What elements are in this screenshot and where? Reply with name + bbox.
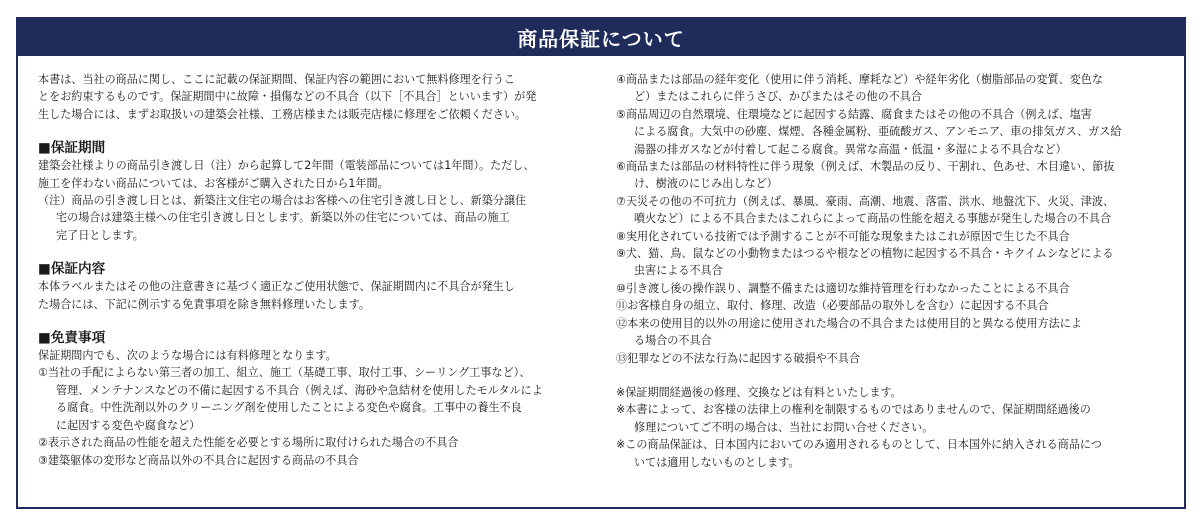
period-line: 施工を伴わない商品については、お客様がご購入された日から1年間。 <box>38 176 389 190</box>
exempt-item-cont: 管理、メンテナンスなどの不備に起因する不具合（例えば、海砂や急結材を使用したモルタルによ <box>56 383 543 397</box>
content-line: た場合には、下記に例示する免責事項を除き無料修理いたします。 <box>38 297 370 311</box>
exempt-item-cont: 虫害による不具合 <box>634 264 723 278</box>
exempt-item: ⑥商品または部品の材料特性に伴う現象（例えば、木製品の反り、干割れ、色あせ、木目違い、節抜 <box>616 160 1115 174</box>
exempt-item-cont: る場合の不具合 <box>634 334 712 348</box>
content-heading: ■保証内容 <box>38 261 106 278</box>
exempt-item: ①当社の手配によらない第三者の加工、組立、施工（基礎工事、取付工事、シーリング工事など）、 <box>38 366 531 380</box>
exempt-item: ④商品または部品の経年変化（使用に伴う消耗、摩耗など）や経年劣化（樹脂部品の変質、変色な <box>616 73 1103 86</box>
exempt-item: ⑨犬、猫、鳥、鼠などの小動物またはつるや根などの植物に起因する不具合・キクイムシなどによる <box>616 247 1114 261</box>
exempt-item: ②表示された商品の性能を超えた性能を必要とする場所に取付けられた場合の不具合 <box>38 436 459 450</box>
period-heading: ■保証期間 <box>38 140 106 157</box>
note-line: ※この商品保証は、日本国内においてのみ適用されるものとして、日本国外に納入される商品につ <box>616 438 1102 452</box>
exempt-item: ⑫本来の使用目的以外の用途に使用された場合の不具合または使用目的と異なる使用方法によ <box>616 316 1082 330</box>
left-column <box>38 71 586 471</box>
warranty-panel <box>16 17 1186 509</box>
page-title: 商品保証について <box>18 19 1184 56</box>
period-note-line: 宅の場合は建築主様への住宅引き渡し日とします。新築以外の住宅については、商品の施工 <box>56 211 510 225</box>
note-line: ※本書によって、お客様の法律上の権利を制限するものではありませんので、保証期間経過後の <box>616 403 1091 417</box>
exempt-item-cont: ど）またはこれらに伴うさび、かびまたはその他の不具合 <box>634 90 922 104</box>
exempt-item: ⑬犯罪などの不法な行為に起因する破損や不具合 <box>616 351 861 365</box>
exempt-item-cont: による腐食。大気中の砂塵、煤煙、各種金属粉、亜硫酸ガス、アンモニア、車の排気ガス、ガス給 <box>634 125 1122 139</box>
exempt-item-cont: る腐食。中性洗剤以外のクリーニング剤を使用したことによる変色や腐食。工事中の養生不良 <box>56 401 522 415</box>
exempt-item: ⑩引き渡し後の操作誤り、調整不備または適切な維持管理を行わなかったことによる不具合 <box>616 281 1070 295</box>
note-line-cont: 修理についてご不明の場合は、当社にお問い合せください。 <box>634 420 934 434</box>
note-line: ※保証期間経過後の修理、交換などは有料といたします。 <box>616 385 902 399</box>
period-line: 建築会社様よりの商品引き渡し日（注）から起算して2年間（電装部品については1年間）。ただし、 <box>38 159 535 173</box>
exempt-item: ⑪お客様自身の組立、取付、修理、改造（必要部品の取外しを含む）に起因する不具合 <box>616 299 1049 313</box>
exempt-item: ⑤商品周辺の自然環境、住環境などに起因する結露、腐食またはその他の不具合（例えば、塩害 <box>616 107 1092 121</box>
period-note-line: （注）商品の引き渡し日とは、新築注文住宅の場合はお客様への住宅引き渡し日とし、新築分譲住 <box>38 194 527 208</box>
intro-line: 生した場合には、まずお取扱いの建築会社様、工務店様または販売店様に修理をご依頼ください。 <box>38 107 527 121</box>
exempt-item: ③建築躯体の変形など商品以外の不具合に起因する商品の不具合 <box>38 453 359 467</box>
exempt-item-cont: け、樹液のにじみ出しなど） <box>634 177 778 191</box>
exempt-item: ⑦天災その他の不可抗力（例えば、暴風、豪雨、高潮、地震、落雷、洪水、地盤沈下、火災、津波、 <box>616 194 1115 208</box>
content-line: 本体ラベルまたはその他の注意書きに基づく適正なご使用状態で、保証期間内に不具合が発生し <box>38 280 515 294</box>
right-column <box>616 71 1164 471</box>
intro-line: 本書は、当社の商品に関し、ここに記載の保証期間、保証内容の範囲において無料修理を行うこ <box>38 73 516 86</box>
exempt-item: ⑧実用化されている技術では予測することが不可能な現象またはこれが原因で生じた不具合 <box>616 229 1070 243</box>
exempt-line: 保証期間内でも、次のような場合には有料修理となります。 <box>38 349 337 363</box>
exempt-item-cont: に起因する変色や腐食など） <box>56 418 201 432</box>
intro-line: とをお約束するものです。保証期間中に故障・損傷などの不具合（以下［不具合］といいます）が発 <box>38 90 537 104</box>
content-columns <box>38 71 1164 471</box>
exempt-item-cont: 湯器の排ガスなどが付着して起こる腐食。異常な高温・低温・多湿による不具合など） <box>634 142 1067 156</box>
note-line-cont: いては適用しないものとします。 <box>634 455 800 469</box>
exempt-item-cont: 噴火など）による不具合またはこれらによって商品の性能を超える事態が発生した場合の不具合 <box>634 212 1112 226</box>
exempt-heading: ■免責事項 <box>38 330 106 347</box>
period-note-line: 完了日とします。 <box>56 228 144 242</box>
